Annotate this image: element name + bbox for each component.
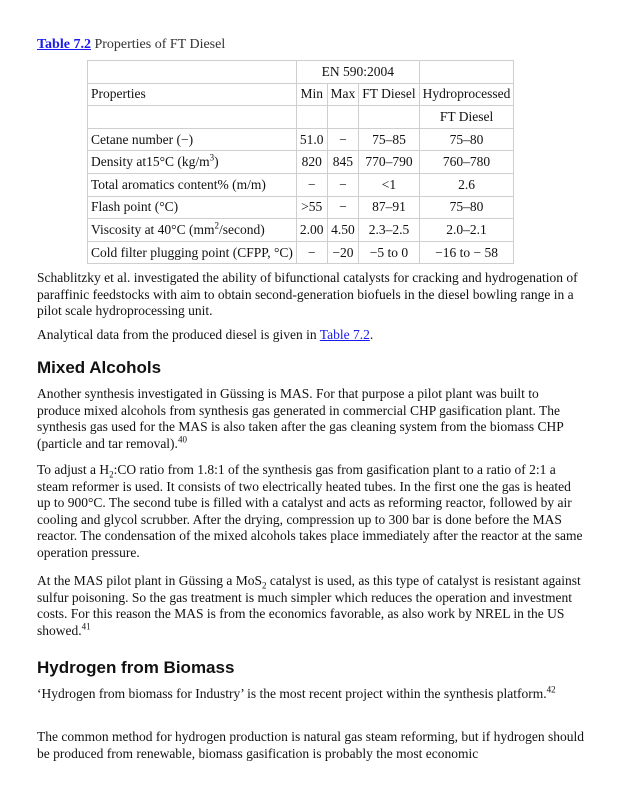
cell-hp: 75–80 — [419, 196, 514, 219]
table-row — [88, 219, 514, 242]
cell-ft: −5 to 0 — [359, 241, 419, 264]
table-row — [88, 151, 514, 174]
paragraph: ‘Hydrogen from biomass for Industry’ is the most recent project within the synthesis platform.$^{42}$ — [37, 684, 556, 701]
cell-ft: 75–85 — [359, 128, 419, 151]
cell-property: Flash point (°C) — [88, 196, 297, 219]
properties-table — [87, 60, 514, 264]
footnote-ref[interactable]: 42 — [546, 684, 556, 695]
table-row — [88, 241, 514, 264]
paragraph: The common method for hydrogen production is natural gas steam reforming, but if hydrogen should be produced from renewable, biomass gasification is probably the most economic — [37, 729, 585, 761]
cell-min: 51.0 — [296, 128, 327, 151]
cell-max: − — [327, 173, 359, 196]
cell-min: − — [296, 173, 327, 196]
section-heading-hydrogen: Hydrogen from Biomass — [37, 658, 235, 677]
paragraph: Another synthesis investigated in Güssing is MAS. For that purpose a pilot plant was built to produce mixed alcohols from synthesis gas generated in commercial CHP gasification plant. The synthesis gas used for the MAS is also taken after the gas cleaning system from the biomass CHP (particle and tar removal).$^{40}$ — [37, 386, 564, 451]
cell-hp: 75–80 — [419, 128, 514, 151]
table-link[interactable]: Table 7.2 — [319, 327, 370, 342]
cell-max: 4.50 — [327, 219, 359, 242]
table-row — [88, 196, 514, 219]
footnote-ref[interactable]: 40 — [177, 434, 187, 445]
standard-header: EN 590:2004 — [296, 61, 419, 84]
table-row — [88, 173, 514, 196]
cell-max: − — [327, 128, 359, 151]
table-row — [88, 61, 514, 84]
table-row — [88, 106, 514, 129]
cell-property: Cold filter plugging point (CFPP, °C) — [88, 241, 297, 264]
cell-ft: 2.3–2.5 — [359, 219, 419, 242]
col-hydroprocessed: Hydroprocessed — [419, 83, 514, 106]
cell-max: − — [327, 196, 359, 219]
table-row — [88, 128, 514, 151]
paragraph: To adjust a $H_2:CO$ ratio from 1.8:1 of the synthesis gas from gasification plant to a ratio of 2:1 a steam reformer is used. It consists of two electrically heated tubes. In the first one the gas is heated up to 900°C. The second tube is filled with a catalyst and acts as reforming reactor, followed by air cooling and glycol scrubber. After the drying, compression up to 300 bar is done before the MAS reactor. The condensation of the mixed alcohols takes place immediately after the reactor at the same operation pressure. — [37, 462, 583, 560]
cell-ft: <1 — [359, 173, 419, 196]
col-properties: Properties — [88, 83, 297, 106]
cell-property: Viscosity at 40°C $(mm^2/second)$ — [88, 219, 297, 242]
cell-hp: −16 to − 58 — [419, 241, 514, 264]
col-min: Min — [296, 83, 327, 106]
cell-property: Density at15°C $(kg/m^3)$ — [88, 151, 297, 174]
section-heading-mixed-alcohols: Mixed Alcohols — [37, 358, 162, 377]
cell-property: Total aromatics content% (m/m) — [88, 173, 297, 196]
cell-min: >55 — [296, 196, 327, 219]
cell-property: Cetane number (−) — [88, 128, 297, 151]
cell-min: 820 — [296, 151, 327, 174]
col-hydroprocessed-2: FT Diesel — [419, 106, 514, 129]
table-link[interactable]: Table 7.2 — [37, 37, 91, 52]
cell-min: − — [296, 241, 327, 264]
cell-hp: 2.0–2.1 — [419, 219, 514, 242]
cell-ft: 87–91 — [359, 196, 419, 219]
paragraph: Analytical data from the produced diesel is given in Table 7.2. — [37, 327, 374, 342]
cell-max: 845 — [327, 151, 359, 174]
paragraph: Schablitzky et al. investigated the ability of bifunctional catalysts for cracking and hydrogenation of paraffinic feedstocks with aim to obtain second-generation biofuels in the diesel bowling range in a pilot scale hydroprocessing unit. — [37, 270, 578, 319]
footnote-ref[interactable]: 41 — [81, 621, 91, 632]
col-max: Max — [327, 83, 359, 106]
cell-hp: 2.6 — [419, 173, 514, 196]
paragraph: At the MAS pilot plant in Güssing a MoS$_2$ catalyst is used, as this type of catalyst is resistant against sulfur poisoning. So the gas treatment is much simpler which reduces the operation and investment costs. For this reason the MAS is from the economics favorable, as also work by NREL in the US showed.$^{41}$ — [37, 573, 581, 638]
col-ft-diesel: FT Diesel — [359, 83, 419, 106]
cell-ft: 770–790 — [359, 151, 419, 174]
table-row — [88, 83, 514, 106]
cell-hp: 760–780 — [419, 151, 514, 174]
caption-text: Properties of FT Diesel — [94, 37, 226, 52]
cell-min: 2.00 — [296, 219, 327, 242]
table-caption — [37, 37, 225, 53]
cell-max: −20 — [327, 241, 359, 264]
